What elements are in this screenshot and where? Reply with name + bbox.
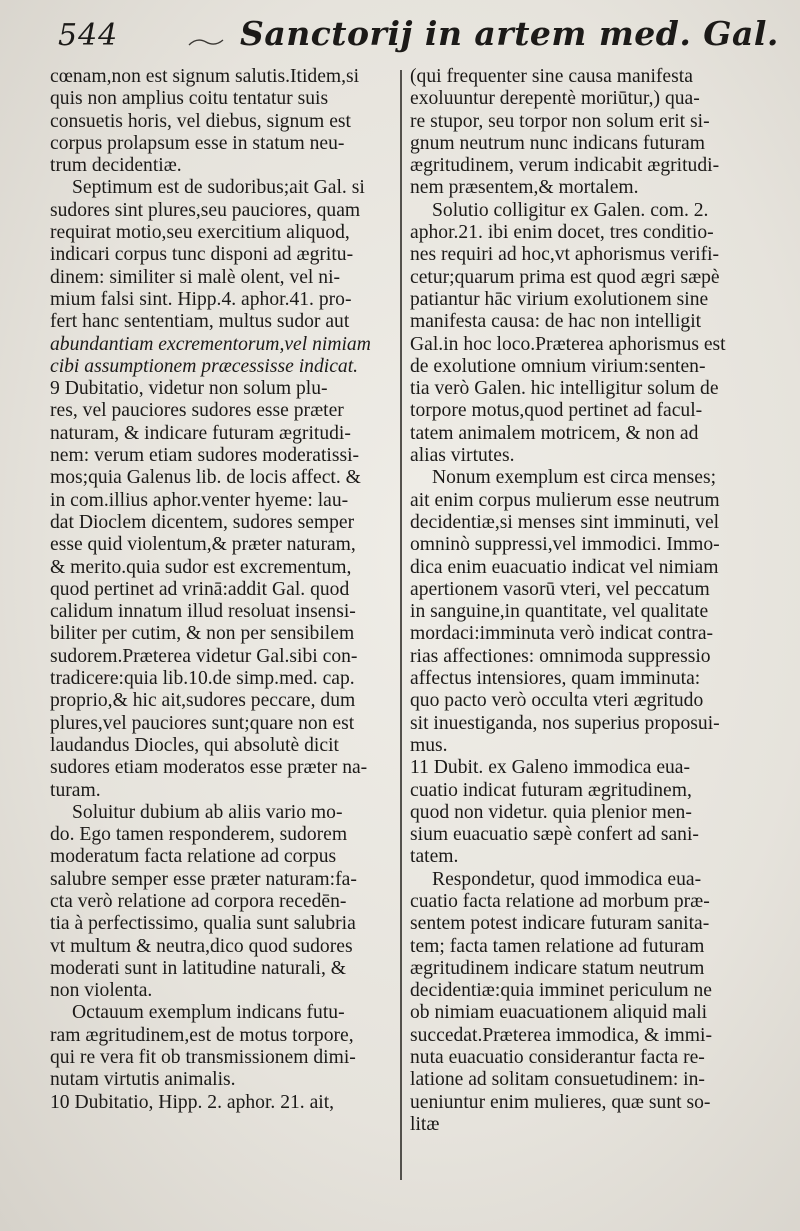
text-line: res, vel pauciores sudores esse præter — [50, 400, 344, 422]
text-line: sium euacuatio sæpè confert ad sani- — [410, 824, 699, 846]
text-line: re stupor, seu torpor non solum erit si- — [410, 110, 710, 132]
text-line: Octauum exemplum indicans futu- — [72, 1002, 345, 1024]
text-line: nes requiri ad hoc,vt aphorismus verifi- — [410, 244, 720, 266]
text-line: 9 Dubitatio, videtur non solum plu- — [50, 378, 328, 400]
text-line: esse quid violentum,& præter naturam, — [50, 534, 356, 556]
text-line: apertionem vasorū vteri, vel peccatum — [410, 578, 710, 600]
text-line: nem præsentem,& mortalem. — [410, 177, 639, 199]
text-line: cuatio facta relatione ad morbum præ- — [410, 890, 710, 912]
text-line: Soluitur dubium ab aliis vario mo- — [72, 801, 343, 823]
text-line: tem; facta tamen relatione ad futuram — [410, 935, 705, 957]
text-line: affectus intensiores, quam imminuta: — [410, 668, 701, 690]
page-header — [0, 14, 800, 62]
text-line: moderatum facta relatione ad corpus — [50, 846, 337, 868]
text-line: nuta euacuatio considerantur facta re- — [410, 1047, 705, 1069]
text-line: exoluuntur derepentè moriūtur,) qua- — [410, 88, 700, 110]
text-line: sit inuestiganda, nos superius proposui- — [410, 712, 720, 734]
text-line: ob nimiam euacuationem aliquid mali — [410, 1002, 708, 1024]
text-line: qui re vera fit ob transmissionem dimi- — [50, 1047, 356, 1069]
text-line: tradicere:quia lib.10.de simp.med. cap. — [50, 668, 355, 690]
text-line: rias affectiones: omnimoda suppressio — [410, 645, 711, 667]
text-line: quod pertinet ad vrinā:addit Gal. quod — [50, 578, 350, 600]
text-line: Septimum est de sudoribus;ait Gal. si — [72, 177, 365, 199]
text-line: mordaci:imminuta verò indicat contra- — [410, 623, 714, 645]
text-line: consuetis horis, vel diebus, signum est — [50, 110, 351, 132]
text-line: sudorem.Præterea videtur Gal.sibi con- — [50, 645, 358, 667]
text-line: tia à perfectissimo, qualia sunt salubria — [50, 913, 356, 935]
text-line: mium falsi sint. Hipp.4. aphor.41. pro- — [50, 288, 352, 310]
text-line: moderati sunt in latitudine naturali, & — [50, 957, 347, 979]
text-line: biliter per cutim, & non per sensibilem — [50, 623, 355, 645]
text-line: turam. — [50, 779, 101, 801]
text-line: cta verò relatione ad corpora recedēn- — [50, 890, 347, 912]
text-line: cibi assumptionem præcessisse indicat. — [50, 355, 359, 377]
text-line: aphor.21. ibi enim docet, tres conditio- — [410, 222, 714, 244]
text-line: sentem potest indicare futuram sanita- — [410, 913, 710, 935]
text-line: Solutio colligitur ex Galen. com. 2. — [432, 199, 709, 221]
text-line: tia verò Galen. hic intelligitur solum de — [410, 378, 719, 400]
text-line: naturam, & indicare futuram ægritudi- — [50, 422, 351, 444]
text-line: proprio,& hic ait,sudores peccare, dum — [50, 690, 356, 712]
text-line: litæ — [410, 1113, 440, 1135]
text-line: ægritudinem, verum indicabit ægritudi- — [410, 155, 720, 177]
running-title: Sanctorij in artem med. Gal. — [240, 14, 779, 53]
text-line: (qui frequenter sine causa manifesta — [410, 66, 693, 87]
text-line: alias virtutes. — [410, 445, 515, 467]
text-line: omninò suppressi,vel immodici. Immo- — [410, 534, 720, 556]
text-line: non violenta. — [50, 980, 153, 1002]
text-line: indicari corpus tunc disponi ad ægritu- — [50, 244, 354, 266]
text-line: ait enim corpus mulierum esse neutrum — [410, 489, 720, 511]
text-line: ægritudinem indicare statum neutrum — [410, 957, 705, 979]
text-line: gnum neutrum nunc indicans futuram — [410, 132, 705, 154]
text-line: sudores sint plures,seu pauciores, quam — [50, 199, 361, 221]
header-flourish — [188, 36, 224, 48]
page-number: 544 — [58, 18, 119, 53]
text-line: dat Dioclem dicentem, sudores semper — [50, 511, 355, 533]
text-line: calidum innatum illud resoluat insensi- — [50, 601, 356, 623]
text-line: salubre semper esse præter naturam:fa- — [50, 868, 357, 890]
left-text-column — [50, 66, 400, 1216]
text-line: torpore motus,quod pertinet ad facul- — [410, 400, 703, 422]
text-line: fert hanc sententiam, multus sudor aut — [50, 311, 350, 333]
text-line: plures,vel pauciores sunt;quare non est — [50, 712, 355, 734]
text-line: decidentiæ,si menses sint imminuti, vel — [410, 511, 720, 533]
text-line: cuatio indicat futuram ægritudinem, — [410, 779, 692, 801]
text-line: decidentiæ:quia imminet periculum ne — [410, 980, 712, 1002]
text-line: Gal.in hoc loco.Præterea aphorismus est — [410, 333, 726, 355]
right-text-column — [410, 66, 795, 1216]
text-line: latione ad solitam consuetudinem: in- — [410, 1069, 705, 1091]
text-line: cœnam,non est signum salutis.Itidem,si — [50, 66, 360, 87]
text-line: do. Ego tamen responderem, sudorem — [50, 824, 348, 846]
text-line: de exolutione omnium virium:senten- — [410, 355, 706, 377]
text-line: abundantiam excrementorum,vel nimiam — [50, 333, 371, 355]
column-divider — [400, 70, 402, 1180]
text-line: nem: verum etiam sudores moderatissi- — [50, 445, 360, 467]
text-line: 11 Dubit. ex Galeno immodica eua- — [410, 757, 691, 779]
text-line: mus. — [410, 734, 448, 756]
text-line: in com.illius aphor.venter hyeme: lau- — [50, 489, 349, 511]
text-line: quis non amplius coitu tentatur suis — [50, 88, 329, 110]
text-line: trum decidentiæ. — [50, 155, 182, 177]
text-line: tatem. — [410, 846, 459, 868]
text-line: Nonum exemplum est circa menses; — [432, 467, 717, 489]
text-line: in sanguine,in quantitate, vel qualitate — [410, 601, 709, 623]
text-line: 10 Dubitatio, Hipp. 2. aphor. 21. ait, — [50, 1091, 335, 1113]
text-line: dinem: similiter si malè olent, vel ni- — [50, 266, 341, 288]
text-line: manifesta causa: de hac non intelligit — [410, 311, 702, 333]
text-line: laudandus Diocles, qui absolutè dicit — [50, 734, 339, 756]
text-line: succedat.Præterea immodica, & immi- — [410, 1024, 712, 1046]
text-line: patiantur hāc virium exolutionem sine — [410, 288, 709, 310]
text-line: ueniuntur enim mulieres, quæ sunt so- — [410, 1091, 711, 1113]
text-line: mos;quia Galenus lib. de locis affect. & — [50, 467, 361, 489]
text-line: sudores etiam moderatos esse præter na- — [50, 757, 368, 779]
text-line: tatem animalem motricem, & non ad — [410, 422, 699, 444]
text-line: dica enim euacuatio indicat vel nimiam — [410, 556, 719, 578]
text-line: quod non videtur. quia plenior men- — [410, 801, 692, 823]
text-line: Respondetur, quod immodica eua- — [432, 868, 702, 890]
text-line: corpus prolapsum esse in statum neu- — [50, 132, 345, 154]
text-line: vt multum & neutra,dico quod sudores — [50, 935, 353, 957]
text-line: requirat motio,seu exercitium aliquod, — [50, 222, 350, 244]
text-line: & merito.quia sudor est excrementum, — [50, 556, 352, 578]
text-line: quo pacto verò occulta vteri ægritudo — [410, 690, 704, 712]
text-line: nutam virtutis animalis. — [50, 1069, 236, 1091]
text-line: cetur;quarum prima est quod ægri sæpè — [410, 266, 720, 288]
text-line: ram ægritudinem,est de motus torpore, — [50, 1024, 354, 1046]
